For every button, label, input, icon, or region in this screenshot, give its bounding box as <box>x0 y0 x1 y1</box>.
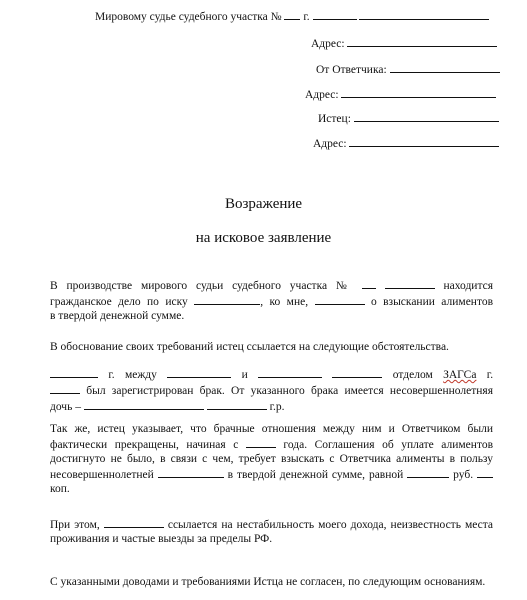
paragraph-2: В обоснование своих требований истец ссылается на следующие обстоятельства. <box>50 341 449 353</box>
address-label-3: Адрес: <box>313 138 347 150</box>
defendant-blank[interactable] <box>390 61 500 73</box>
case-blank[interactable] <box>385 277 435 289</box>
address-line-3 <box>313 135 499 151</box>
registry-blank[interactable] <box>332 366 382 378</box>
address-line-1 <box>311 35 497 51</box>
p1-text-e: о взыскании алиментов <box>370 296 494 308</box>
court-number-blank[interactable] <box>284 8 300 20</box>
paragraph-1 <box>50 277 493 323</box>
paragraph-3 <box>50 366 493 414</box>
birth-date-blank[interactable] <box>207 398 267 410</box>
p1-text-b: находится <box>443 280 494 292</box>
p5-text-a: При этом, <box>50 519 100 531</box>
city-blank-3[interactable] <box>50 382 80 394</box>
p5-text-b: ссылается на нестабильность моего дохода, неизвестность места <box>167 519 494 531</box>
claimant-blank[interactable] <box>194 293 260 305</box>
paragraph-4-line-4 <box>50 466 493 482</box>
p4-text-a: фактически прекращены, начиная с <box>50 439 239 451</box>
paragraph-4 <box>50 422 493 496</box>
p3-text-g: дочь – <box>50 401 81 413</box>
document-title: Возражение <box>224 196 303 212</box>
minor-name-blank[interactable] <box>158 466 224 478</box>
paragraph-3-line-1 <box>50 366 493 382</box>
p4-text-c: несовершеннолетней <box>50 469 154 481</box>
plaintiff-label: Истец: <box>318 113 351 125</box>
plaintiff-line <box>318 110 499 126</box>
p3-text-d: ЗАГСа <box>443 369 477 381</box>
document-subtitle: на исковое заявление <box>195 230 332 246</box>
p1-text-d: , ко мне, <box>260 296 309 308</box>
paragraph-1-line-2 <box>50 293 493 309</box>
address-blank-3[interactable] <box>349 135 499 147</box>
judge-label: Мировому судье судебного участка № <box>95 11 282 23</box>
defendant-label: От Ответчика: <box>316 64 387 76</box>
paragraph-4-line-3: достигнуто не было, в связи с чем, требует взыскать с Ответчика алименты в пользу <box>50 453 493 465</box>
paragraph-5 <box>50 516 493 546</box>
p3-text-h: г.р. <box>269 401 285 413</box>
amount-blank[interactable] <box>407 466 449 478</box>
address-label-1: Адрес: <box>311 38 345 50</box>
p1-text-c: гражданское дело по иску <box>50 296 188 308</box>
court-number-blank-2[interactable] <box>362 277 376 289</box>
spouse-2-blank[interactable] <box>258 366 322 378</box>
p3-text-e: г. <box>486 369 494 381</box>
paragraph-4-line-1: Так же, истец указывает, что брачные отношения между ним и Ответчиком были <box>50 423 493 435</box>
p4-text-d: в твердой денежной сумме, равной <box>227 469 404 481</box>
date-blank[interactable] <box>50 366 98 378</box>
paragraph-1-line-3: в твердой денежной сумме. <box>50 310 185 322</box>
city-blank-2[interactable] <box>359 8 489 20</box>
paragraph-3-line-3 <box>50 398 493 414</box>
plaintiff-blank[interactable] <box>354 110 499 122</box>
kopeck-blank[interactable] <box>477 466 493 478</box>
p1-text-a: В производстве мирового судьи судебного участка № <box>50 280 353 292</box>
defendant-line <box>316 61 500 77</box>
p4-text-e: руб. <box>453 469 474 481</box>
paragraph-6: С указанными доводами и требованиями Истца не согласен, по следующим основаниям. <box>50 576 486 588</box>
respondent-blank[interactable] <box>315 293 365 305</box>
address-label-2: Адрес: <box>305 89 339 101</box>
address-blank-1[interactable] <box>347 35 497 47</box>
year-blank[interactable] <box>246 436 276 448</box>
paragraph-4-line-5: коп. <box>50 483 70 495</box>
paragraph-3-line-2 <box>50 382 493 398</box>
paragraph-5-line-1 <box>50 516 493 532</box>
paragraph-5-line-2: проживания и частые выезды за пределы РФ. <box>50 533 273 545</box>
judge-city-label: г. <box>303 11 310 23</box>
spouse-1-blank[interactable] <box>167 366 231 378</box>
address-line-2 <box>305 86 496 102</box>
child-name-blank[interactable] <box>84 398 204 410</box>
city-blank[interactable] <box>313 8 357 20</box>
plaintiff-name-blank[interactable] <box>104 516 164 528</box>
p3-text-b: и <box>241 369 248 381</box>
p3-text-a: г. между <box>108 369 157 381</box>
judge-line <box>95 8 489 24</box>
p4-text-b: года. Соглашения об уплате алиментов <box>283 439 493 451</box>
address-blank-2[interactable] <box>341 86 496 98</box>
paragraph-1-line-1 <box>50 277 493 293</box>
paragraph-4-line-2 <box>50 436 493 452</box>
p3-text-c: отделом <box>392 369 433 381</box>
p3-text-f: был зарегистрирован брак. От указанного брака имеется несовершеннолетняя <box>86 385 494 397</box>
